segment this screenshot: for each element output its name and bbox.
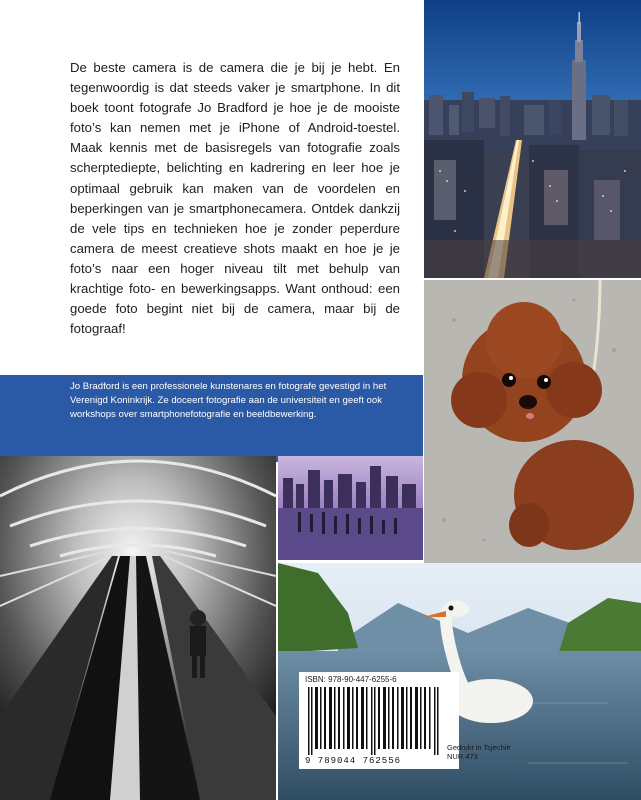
photo-poodle <box>424 280 641 563</box>
back-cover-description: De beste camera is de camera die je bij je hebt. En tegenwoordig is dat steeds vaker je smartphone. In dit boek toont fotografe Jo Bradford je hoe je de mooiste foto’s kan nemen met je iPhone of Android-toestel. Maak kennis met de basisregels van fotografie zoals scherptediepte, belichting en kadrering en leer hoe je optimaal gebruik kan maken van de voordelen en beperkingen van je smartphonecamera. Ontdek dankzij de vele tips en technieken hoe je zonder peperdure camera de meest creatieve shots maakt en hoe je je foto’s naar een hoger niveau tilt met behulp van krachtige foto- en bewerkingsapps. Want onthoud: een goede foto begint niet bij de camera, maar bij de fotograaf! <box>70 60 400 337</box>
isbn-label: ISBN: 978-90-447-6255-6 <box>305 675 397 684</box>
barcode-digits: 9 789044 762556 <box>305 756 402 766</box>
photo-city-skyline <box>424 0 641 278</box>
printed-note <box>447 743 511 761</box>
printed-label: Gedrukt in Tsjechië <box>447 743 511 752</box>
nur-label: NUR 473 <box>447 752 478 761</box>
author-bio-band <box>0 375 423 462</box>
author-bio: Jo Bradford is een professionele kunstenares en fotografe gevestigd in het Verenigd Koninkrijk. Ze doceert fotografie aan de universiteit en geeft ook workshops over smartphonefotografie en beeldbewerking. <box>70 381 387 420</box>
barcode-box <box>299 672 459 769</box>
photo-escalator-tunnel <box>0 456 276 800</box>
photo-pier-skyline <box>278 456 423 560</box>
barcode <box>305 687 445 755</box>
